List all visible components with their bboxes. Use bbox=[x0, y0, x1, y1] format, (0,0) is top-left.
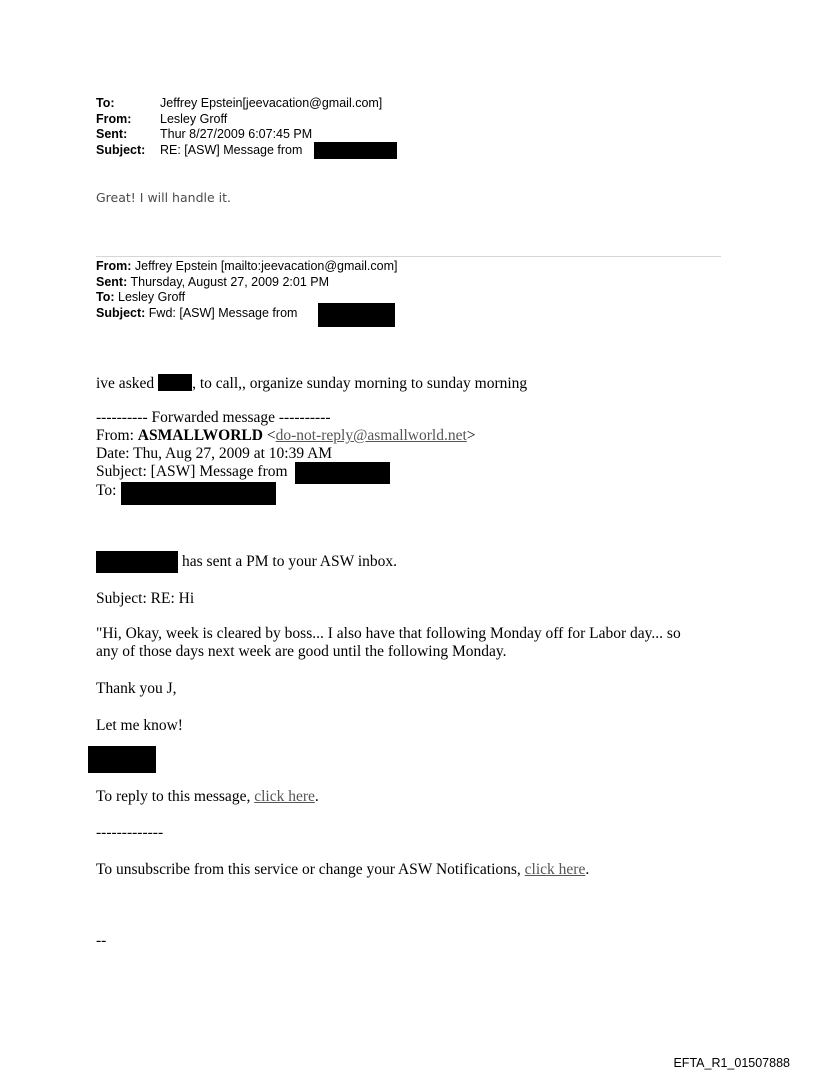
message-text: ive asked bbox=[96, 375, 155, 392]
divider bbox=[96, 256, 721, 257]
unsubscribe-click-here-link[interactable]: click here bbox=[524, 861, 586, 878]
redaction-inline bbox=[158, 374, 192, 391]
quoted-subject-value: Fwd: [ASW] Message from bbox=[145, 305, 298, 320]
separator-line: ------------- bbox=[96, 824, 164, 841]
quoted-sent-value: Thursday, August 27, 2009 2:01 PM bbox=[127, 274, 330, 289]
pm-body-line: any of those days next week are good until the following Monday. bbox=[96, 643, 507, 660]
forwarded-subject: Subject: [ASW] Message from bbox=[96, 463, 288, 480]
thank-you-text: Thank you J, bbox=[96, 680, 177, 697]
from-label: From: bbox=[96, 111, 132, 126]
to-label: To: bbox=[96, 96, 115, 110]
from-value: Lesley Groff bbox=[160, 111, 228, 126]
to-value: Jeffrey Epstein[jeevacation@gmail.com] bbox=[160, 96, 383, 110]
reply-text: To reply to this message, bbox=[96, 788, 255, 805]
reply-click-here-link[interactable]: click here bbox=[254, 788, 315, 805]
quoted-sent-label: Sent: bbox=[96, 274, 128, 289]
fwd-from-bracket: < bbox=[262, 427, 276, 444]
pm-body-line: "Hi, Okay, week is cleared by boss... I also have that following Monday off for Labor day... so bbox=[96, 625, 681, 642]
let-me-know-text: Let me know! bbox=[96, 717, 183, 734]
reply-line bbox=[96, 788, 319, 807]
fwd-from-email-link[interactable]: do-not-reply@asmallworld.net bbox=[275, 427, 467, 444]
document-id: EFTA_R1_01507888 bbox=[673, 1056, 790, 1070]
fwd-from-bracket: > bbox=[466, 427, 476, 444]
reply-period: . bbox=[314, 788, 319, 805]
sent-value: Thur 8/27/2009 6:07:45 PM bbox=[160, 127, 313, 141]
subject-label: Subject: bbox=[96, 142, 146, 157]
quoted-to-label: To: bbox=[96, 290, 115, 304]
redaction-block bbox=[295, 462, 390, 484]
quoted-from-label: From: bbox=[96, 259, 132, 273]
redaction-block bbox=[314, 142, 397, 159]
quoted-from-value: Jeffrey Epstein [mailto:jeevacation@gmail.com] bbox=[131, 259, 398, 273]
signature-dash: -- bbox=[96, 932, 107, 949]
forwarded-marker: ---------- Forwarded message ---------- bbox=[96, 409, 331, 426]
forwarded-from bbox=[96, 427, 476, 446]
pm-subject: Subject: RE: Hi bbox=[96, 590, 195, 607]
redaction-block bbox=[121, 482, 276, 505]
fwd-from-name: ASMALLWORLD bbox=[137, 427, 263, 444]
fwd-from-label: From: bbox=[96, 427, 138, 444]
message-line bbox=[96, 374, 527, 394]
unsubscribe-line bbox=[96, 861, 589, 880]
subject-value: RE: [ASW] Message from bbox=[160, 142, 303, 157]
email-header bbox=[96, 96, 496, 160]
forwarded-to: To: bbox=[96, 482, 117, 499]
sent-label: Sent: bbox=[96, 127, 128, 141]
unsubscribe-period: . bbox=[585, 861, 590, 878]
reply-body: Great! I will handle it. bbox=[96, 190, 231, 205]
redaction-block bbox=[96, 551, 178, 573]
quoted-subject-label: Subject: bbox=[96, 305, 146, 320]
unsubscribe-text: To unsubscribe from this service or change your ASW Notifications, bbox=[96, 861, 525, 878]
quoted-to-value: Lesley Groff bbox=[114, 290, 186, 304]
forwarded-date: Date: Thu, Aug 27, 2009 at 10:39 AM bbox=[96, 445, 333, 462]
redaction-block bbox=[88, 746, 156, 773]
redaction-block bbox=[318, 303, 395, 327]
message-text: , to call,, organize sunday morning to sunday morning bbox=[192, 375, 528, 392]
pm-notice: has sent a PM to your ASW inbox. bbox=[182, 553, 397, 570]
